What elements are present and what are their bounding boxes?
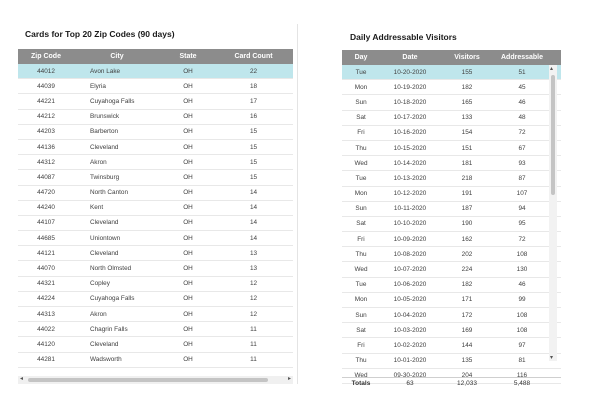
table-row[interactable] — [342, 354, 561, 369]
cell-state: OH — [183, 356, 193, 364]
cell-day: Sat — [356, 220, 366, 228]
cell-date: 10-11-2020 — [393, 205, 427, 213]
cell-day: Fri — [357, 235, 365, 243]
cell-date: 10-14-2020 — [393, 159, 427, 167]
cell-addressable: 108 — [516, 311, 528, 319]
cell-state: OH — [183, 325, 193, 333]
scrollbar-thumb[interactable] — [28, 378, 268, 382]
cell-state: OH — [183, 97, 193, 105]
cell-card-count: 14 — [249, 189, 258, 197]
cell-day: Wed — [354, 372, 368, 380]
cell-zip-code: 44022 — [37, 325, 55, 333]
vertical-scrollbar[interactable] — [549, 65, 557, 361]
daily-visitors-table[interactable] — [342, 50, 561, 380]
table-row[interactable] — [342, 323, 561, 338]
cell-date: 10-19-2020 — [393, 83, 427, 91]
cell-date: 10-13-2020 — [393, 174, 427, 182]
cell-state: OH — [183, 265, 193, 273]
cell-day: Fri — [357, 341, 365, 349]
scrollbar-thumb[interactable] — [551, 75, 555, 195]
table-row[interactable] — [18, 79, 293, 94]
cell-zip-code: 44107 — [37, 219, 55, 227]
table-row[interactable] — [342, 338, 561, 353]
cell-card-count: 15 — [249, 128, 258, 136]
cell-date: 10-07-2020 — [393, 266, 427, 274]
cell-day: Mon — [354, 296, 368, 304]
cell-date: 09-30-2020 — [393, 372, 427, 380]
cell-addressable: 46 — [518, 98, 526, 106]
table-row[interactable] — [18, 125, 293, 140]
table-row[interactable] — [342, 156, 561, 171]
cell-state: OH — [183, 128, 193, 136]
cell-city: Avon Lake — [90, 67, 121, 75]
cell-date: 10-20-2020 — [393, 68, 427, 76]
cell-card-count: 12 — [249, 310, 258, 318]
cell-visitors: 181 — [461, 159, 473, 167]
table-row[interactable] — [18, 277, 293, 292]
cell-state: OH — [183, 310, 193, 318]
totals-days: 63 — [406, 380, 414, 387]
cell-city: Akron — [90, 310, 107, 318]
table-row[interactable] — [18, 94, 293, 109]
table-header — [18, 49, 293, 64]
cell-city: Uniontown — [90, 234, 121, 242]
cell-zip-code: 44012 — [37, 67, 55, 75]
cell-day: Thu — [355, 357, 367, 365]
cell-addressable: 67 — [518, 144, 526, 152]
cell-zip-code: 44203 — [37, 128, 55, 136]
cell-addressable: 108 — [516, 326, 528, 334]
table-row[interactable] — [18, 292, 293, 307]
cell-visitors: 182 — [461, 281, 473, 289]
table-row[interactable] — [342, 278, 561, 293]
cell-card-count: 11 — [250, 356, 257, 364]
cell-addressable: 130 — [516, 266, 528, 274]
cell-card-count: 14 — [249, 234, 258, 242]
cell-visitors: 155 — [461, 68, 473, 76]
cell-addressable: 107 — [516, 190, 528, 198]
table-row[interactable] — [342, 202, 561, 217]
cell-city: Chagrin Falls — [90, 325, 128, 333]
cell-zip-code: 44685 — [37, 234, 55, 242]
cell-state: OH — [183, 143, 193, 151]
cell-city: Akron — [90, 158, 107, 166]
cell-card-count: 12 — [249, 295, 258, 303]
cell-city: North Canton — [90, 189, 129, 197]
horizontal-scrollbar[interactable] — [18, 376, 293, 384]
cell-zip-code: 44240 — [37, 204, 55, 212]
cell-addressable: 46 — [518, 281, 526, 289]
cell-visitors: 172 — [461, 311, 473, 319]
cell-date: 10-06-2020 — [393, 281, 427, 289]
cell-addressable: 93 — [518, 159, 526, 167]
cell-card-count: 16 — [249, 113, 258, 121]
table-row[interactable] — [18, 261, 293, 276]
table-row[interactable] — [342, 80, 561, 95]
cell-zip-code: 44321 — [37, 280, 55, 288]
table-row[interactable] — [18, 186, 293, 201]
cell-day: Thu — [355, 250, 367, 258]
cell-date: 10-01-2020 — [393, 357, 427, 365]
zip-codes-table[interactable] — [18, 49, 293, 380]
cell-card-count: 11 — [250, 325, 257, 333]
cell-visitors: 191 — [461, 190, 473, 198]
cell-card-count: 14 — [249, 219, 258, 227]
table-row[interactable] — [18, 231, 293, 246]
cell-day: Tue — [355, 281, 367, 289]
cell-addressable: 94 — [518, 205, 526, 213]
cell-visitors: 218 — [461, 174, 473, 182]
cell-addressable: 99 — [518, 296, 526, 304]
cell-state: OH — [183, 234, 193, 242]
totals-addressable: 5,488 — [513, 380, 531, 387]
cell-zip-code: 44313 — [37, 310, 55, 318]
cell-state: OH — [183, 158, 193, 166]
table-row[interactable] — [18, 307, 293, 322]
column-header-visitors[interactable]: Visitors — [454, 54, 480, 61]
daily-visitors-title: Daily Addressable Visitors — [350, 32, 457, 42]
cell-addressable: 72 — [518, 129, 526, 137]
table-row[interactable] — [342, 111, 561, 126]
column-header-zip-code[interactable]: Zip Code — [31, 53, 61, 60]
table-row[interactable] — [18, 64, 293, 79]
cell-city: Copley — [90, 280, 110, 288]
cell-day: Mon — [354, 190, 368, 198]
cell-day: Tue — [355, 68, 367, 76]
cell-addressable: 116 — [516, 372, 528, 380]
cell-state: OH — [183, 113, 193, 121]
column-header-date[interactable]: Date — [402, 54, 418, 61]
totals-label: Totals — [351, 380, 371, 387]
cell-day: Sat — [356, 326, 366, 334]
cell-card-count: 17 — [249, 97, 258, 105]
table-header — [342, 50, 561, 65]
table-row[interactable] — [18, 110, 293, 125]
cell-zip-code: 44121 — [37, 249, 55, 257]
cell-visitors: 187 — [461, 205, 473, 213]
cell-addressable: 72 — [518, 235, 526, 243]
table-row[interactable] — [342, 141, 561, 156]
cell-city: Twinsburg — [90, 173, 120, 181]
zip-codes-panel — [11, 24, 298, 384]
cell-city: Elyria — [90, 82, 106, 90]
cell-card-count: 18 — [249, 82, 258, 90]
totals-visitors: 12,033 — [457, 380, 477, 387]
cell-zip-code: 44312 — [37, 158, 55, 166]
arrow-down-icon[interactable]: ▾ — [550, 355, 554, 361]
cell-zip-code: 44212 — [37, 113, 55, 121]
cell-visitors: 202 — [461, 250, 473, 258]
table-row[interactable] — [342, 171, 561, 186]
cell-visitors: 169 — [461, 326, 473, 334]
cell-city: Cleveland — [90, 143, 119, 151]
table-row[interactable] — [18, 246, 293, 261]
cell-addressable: 45 — [518, 83, 526, 91]
cell-state: OH — [183, 204, 193, 212]
cell-date: 10-04-2020 — [393, 311, 427, 319]
cell-date: 10-03-2020 — [393, 326, 427, 334]
cell-addressable: 87 — [518, 174, 526, 182]
cell-state: OH — [183, 189, 193, 197]
arrow-right-icon[interactable]: ▸ — [287, 376, 291, 382]
cell-addressable: 95 — [518, 220, 526, 228]
table-row[interactable] — [18, 170, 293, 185]
cell-addressable: 97 — [518, 341, 526, 349]
cell-city: Brunswick — [90, 113, 120, 121]
table-row[interactable] — [342, 232, 561, 247]
column-header-state[interactable]: State — [179, 53, 197, 60]
cell-zip-code: 44281 — [37, 356, 55, 364]
cell-day: Wed — [354, 266, 368, 274]
cell-day: Tue — [355, 174, 367, 182]
table-row[interactable] — [18, 140, 293, 155]
table-row[interactable] — [18, 337, 293, 352]
cell-date: 10-17-2020 — [393, 114, 427, 122]
cell-state: OH — [183, 173, 193, 181]
cell-date: 10-16-2020 — [393, 129, 427, 137]
cell-state: OH — [183, 280, 193, 288]
cell-date: 10-02-2020 — [393, 341, 427, 349]
table-row[interactable] — [342, 187, 561, 202]
cell-visitors: 165 — [461, 98, 473, 106]
column-header-addressable[interactable]: Addressable — [500, 54, 544, 61]
cell-visitors: 204 — [461, 372, 473, 380]
cell-city: Barberton — [90, 128, 119, 136]
cell-city: Kent — [90, 204, 104, 212]
cell-addressable: 81 — [518, 357, 526, 365]
cell-city: Wadsworth — [90, 356, 122, 364]
cell-zip-code: 44070 — [37, 265, 55, 273]
cell-state: OH — [183, 340, 193, 348]
cell-city: Cleveland — [90, 340, 119, 348]
arrow-up-icon[interactable]: ▴ — [550, 66, 554, 72]
table-row[interactable] — [342, 308, 561, 323]
cell-date: 10-09-2020 — [393, 235, 427, 243]
cell-card-count: 15 — [249, 158, 258, 166]
cell-zip-code: 44120 — [37, 340, 55, 348]
cell-date: 10-05-2020 — [393, 296, 427, 304]
cell-state: OH — [183, 219, 193, 227]
cell-city: North Olmsted — [90, 265, 132, 273]
totals-row — [342, 377, 561, 387]
cell-zip-code: 44221 — [37, 97, 55, 105]
table-row[interactable] — [342, 95, 561, 110]
cell-day: Sun — [355, 205, 367, 213]
table-row[interactable] — [342, 126, 561, 141]
cell-card-count: 11 — [250, 340, 257, 348]
cell-state: OH — [183, 82, 193, 90]
column-header-city[interactable]: City — [110, 53, 124, 60]
table-row[interactable] — [342, 217, 561, 232]
cell-visitors: 162 — [461, 235, 473, 243]
cell-card-count: 12 — [249, 280, 258, 288]
cell-visitors: 151 — [461, 144, 473, 152]
cell-date: 10-08-2020 — [393, 250, 427, 258]
zip-codes-title: Cards for Top 20 Zip Codes (90 days) — [25, 29, 175, 39]
cell-card-count: 14 — [249, 204, 258, 212]
cell-card-count: 22 — [249, 67, 258, 75]
cell-day: Mon — [354, 83, 368, 91]
cell-day: Sun — [355, 98, 367, 106]
cell-visitors: 190 — [461, 220, 473, 228]
table-row[interactable] — [18, 216, 293, 231]
column-header-card-count[interactable]: Card Count — [234, 53, 273, 60]
cell-zip-code: 44720 — [37, 189, 55, 197]
cell-addressable: 48 — [518, 114, 526, 122]
cell-visitors: 182 — [461, 83, 473, 91]
table-row[interactable] — [342, 247, 561, 262]
cell-visitors: 135 — [461, 357, 473, 365]
cell-date: 10-18-2020 — [393, 98, 427, 106]
table-row[interactable] — [342, 293, 561, 308]
cell-addressable: 51 — [518, 68, 526, 76]
cell-date: 10-10-2020 — [393, 220, 427, 228]
cell-day: Thu — [355, 144, 367, 152]
arrow-left-icon[interactable]: ◂ — [20, 376, 24, 382]
cell-zip-code: 44136 — [37, 143, 55, 151]
cell-state: OH — [183, 249, 193, 257]
column-header-day[interactable]: Day — [354, 54, 368, 61]
cell-state: OH — [183, 295, 193, 303]
table-row[interactable] — [18, 322, 293, 337]
cell-city: Cuyahoga Falls — [90, 295, 135, 303]
cell-date: 10-15-2020 — [393, 144, 427, 152]
cell-city: Cleveland — [90, 249, 119, 257]
cell-visitors: 144 — [461, 341, 473, 349]
table-row[interactable] — [342, 262, 561, 277]
cell-state: OH — [183, 67, 193, 75]
cell-visitors: 224 — [461, 266, 473, 274]
cell-visitors: 133 — [461, 114, 473, 122]
table-row[interactable] — [342, 65, 561, 80]
cell-card-count: 15 — [249, 173, 258, 181]
cell-day: Sun — [355, 311, 367, 319]
cell-date: 10-12-2020 — [393, 190, 427, 198]
cell-zip-code: 44039 — [37, 82, 55, 90]
table-row[interactable] — [18, 155, 293, 170]
cell-visitors: 154 — [461, 129, 473, 137]
cell-zip-code: 44224 — [37, 295, 55, 303]
cell-addressable: 108 — [516, 250, 528, 258]
cell-zip-code: 44087 — [37, 173, 55, 181]
cell-day: Fri — [357, 129, 365, 137]
cell-visitors: 171 — [461, 296, 473, 304]
daily-visitors-panel — [337, 27, 569, 387]
table-row[interactable] — [18, 201, 293, 216]
cell-card-count: 13 — [249, 265, 258, 273]
cell-city: Cuyahoga Falls — [90, 97, 135, 105]
cell-card-count: 15 — [249, 143, 258, 151]
cell-city: Cleveland — [90, 219, 119, 227]
table-row[interactable] — [18, 353, 293, 368]
cell-day: Wed — [354, 159, 368, 167]
cell-card-count: 13 — [249, 249, 258, 257]
cell-day: Sat — [356, 114, 366, 122]
